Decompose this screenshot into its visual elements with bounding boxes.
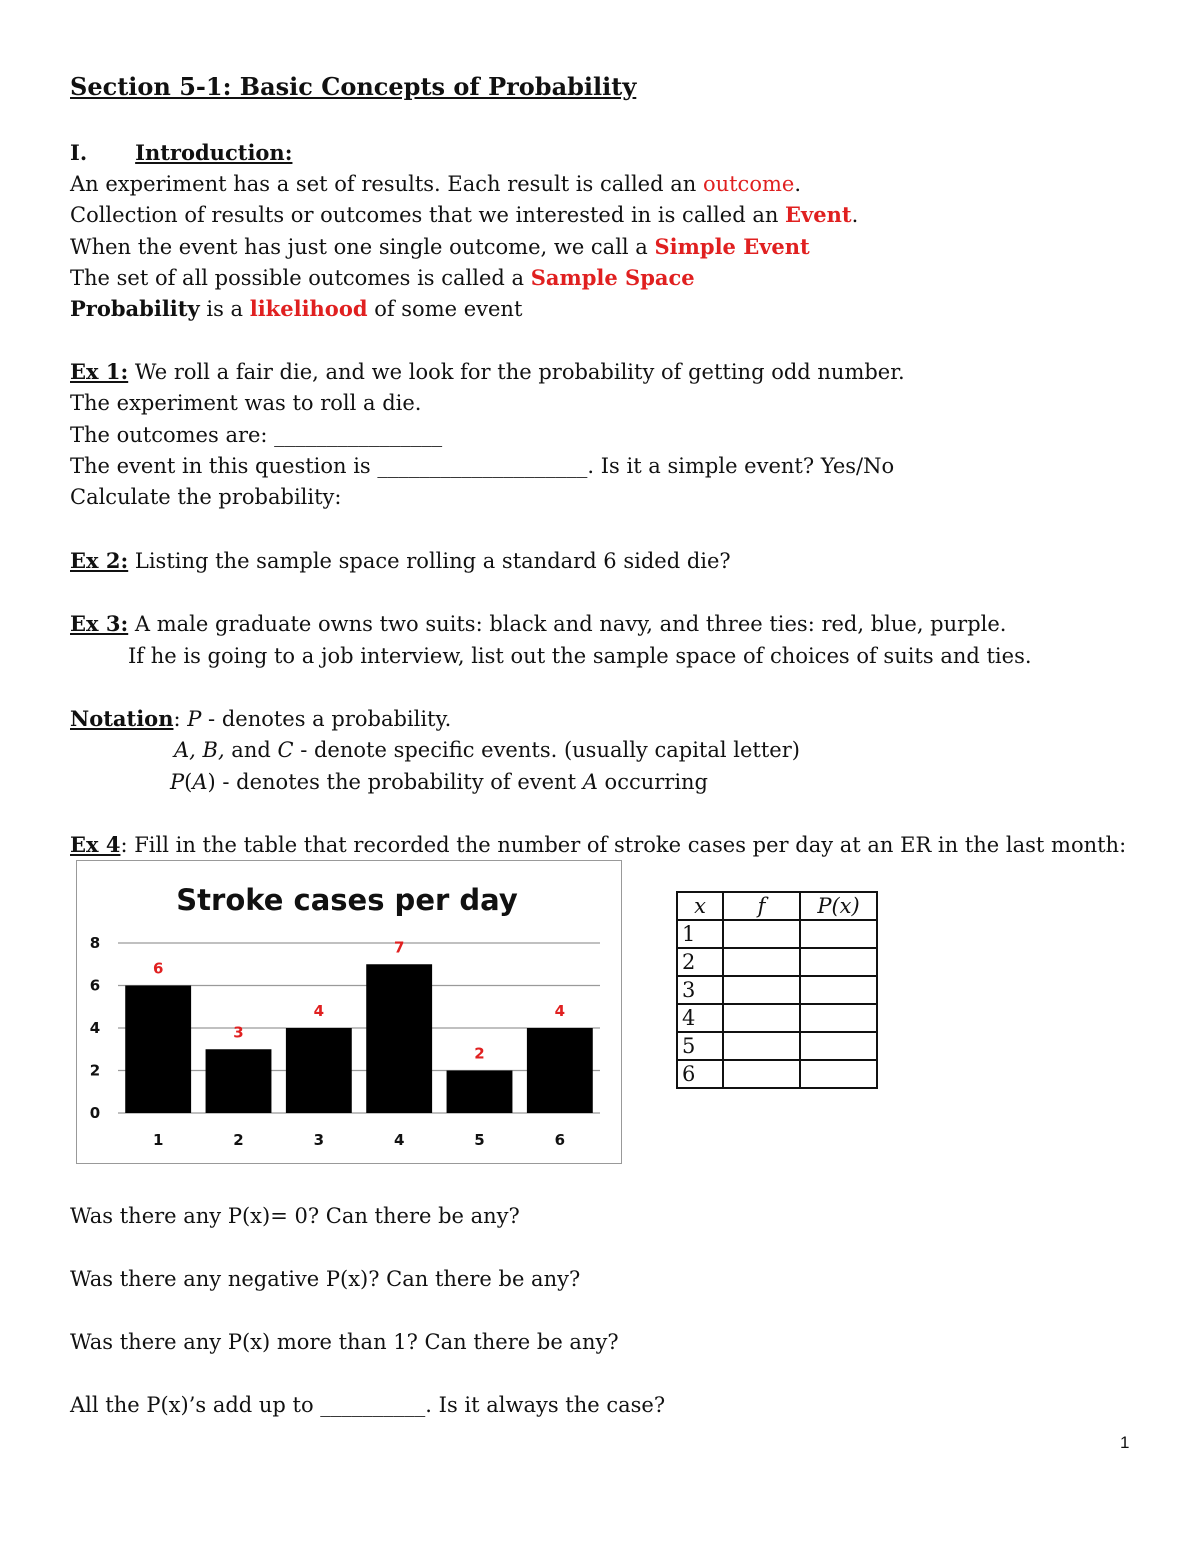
f-cell[interactable] (723, 976, 800, 1004)
intro-heading-line (70, 140, 292, 166)
term-event: Event (785, 202, 852, 227)
col-header-px: P(x) (800, 892, 877, 920)
f-cell[interactable] (723, 920, 800, 948)
bar (527, 1028, 593, 1113)
notation-line-2 (174, 737, 800, 763)
intro-text: . (794, 172, 801, 196)
intro-line-4 (70, 265, 695, 291)
ex3-text: A male graduate owns two suits: black and navy, and three ties: red, blue, purple. (128, 612, 1007, 636)
ex4-text: : Fill in the table that recorded the number of stroke cases per day at an ER in the last month: (120, 833, 1127, 857)
data-label: 3 (233, 1023, 244, 1042)
term-outcome: outcome (702, 172, 795, 196)
intro-text: When the event has just one single outcome, we call a (70, 235, 655, 259)
bar (366, 964, 432, 1113)
ex1-line-4: The event in this question is ____________________. Is it a simple event? Yes/No (70, 454, 895, 478)
intro-line-1 (70, 171, 801, 197)
term-simple-event: Simple Event (654, 234, 810, 259)
x-cell: 4 (677, 1004, 723, 1032)
intro-line-5 (70, 296, 522, 322)
bar (125, 986, 191, 1114)
px-cell[interactable] (800, 948, 877, 976)
notation-symbol: A (192, 770, 208, 794)
px-cell[interactable] (800, 1032, 877, 1060)
y-tick-label: 6 (89, 976, 101, 995)
x-tick-label: 4 (393, 1131, 405, 1149)
notation-text: ( (184, 770, 193, 794)
data-label: 2 (474, 1044, 485, 1063)
notation-symbol: C (277, 738, 294, 762)
f-cell[interactable] (723, 1032, 800, 1060)
data-label: 6 (152, 959, 164, 978)
col-header-f: f (723, 892, 800, 920)
f-cell[interactable] (723, 1060, 800, 1088)
page-title: Section 5-1: Basic Concepts of Probability (70, 72, 637, 101)
px-cell[interactable] (800, 920, 877, 948)
intro-text: The set of all possible outcomes is called a (70, 266, 531, 290)
intro-text: An experiment has a set of results. Each result is called an (70, 172, 703, 196)
notation-text: - denote specific events. (usually capital letter) (293, 738, 800, 762)
chart-x-axis (153, 1131, 565, 1149)
ex3-line-1 (70, 611, 1006, 637)
table-row (677, 1060, 877, 1088)
question-3: Was there any P(x) more than 1? Can there be any? (70, 1330, 619, 1354)
chart-bars (125, 964, 593, 1113)
x-cell: 3 (677, 976, 723, 1004)
col-header-x: x (677, 892, 723, 920)
ex1-line-1 (70, 359, 905, 385)
ex4-line (70, 832, 1126, 858)
y-tick-label: 8 (89, 934, 101, 952)
f-cell[interactable] (723, 948, 800, 976)
section-numeral: I. (70, 140, 88, 165)
bar (206, 1049, 272, 1113)
notation-symbol: A, B, (174, 738, 225, 762)
chart-data-labels (153, 938, 565, 1062)
data-label: 4 (554, 1002, 566, 1020)
notation-line-1 (70, 706, 451, 732)
x-tick-label: 5 (474, 1131, 485, 1149)
stroke-chart (76, 860, 622, 1164)
intro-text: Collection of results or outcomes that we interested in is called an (70, 203, 786, 227)
ex1-text: We roll a fair die, and we look for the probability of getting odd number. (128, 360, 905, 384)
table-row (677, 920, 877, 948)
ex3-line-2: If he is going to a job interview, list out the sample space of choices of suits and ties. (128, 644, 1032, 668)
x-tick-label: 6 (554, 1131, 566, 1149)
px-cell[interactable] (800, 1004, 877, 1032)
x-tick-label: 2 (233, 1131, 244, 1149)
question-1: Was there any P(x)= 0? Can there be any? (70, 1204, 520, 1228)
y-tick-label: 2 (89, 1061, 101, 1080)
notation-text: occurring (597, 770, 709, 794)
x-cell: 6 (677, 1060, 723, 1088)
term-likelihood: likelihood (249, 296, 368, 321)
ex2-label: Ex 2: (70, 548, 129, 573)
intro-line-3 (70, 234, 810, 260)
notation-text: ) (207, 770, 216, 794)
px-cell[interactable] (800, 1060, 877, 1088)
intro-text: of some event (367, 297, 523, 321)
notation-line-3 (170, 769, 708, 795)
stroke-chart-svg (77, 861, 621, 1163)
frequency-table (676, 891, 878, 1089)
table-row (677, 1032, 877, 1060)
data-label: 4 (313, 1002, 325, 1020)
notation-text: - denotes a probability. (201, 707, 452, 731)
table-row (677, 948, 877, 976)
y-tick-label: 4 (89, 1019, 101, 1037)
notation-symbol: A (582, 770, 598, 794)
ex2-line (70, 548, 731, 574)
question-4: All the P(x)’s add up to __________. Is it always the case? (70, 1393, 666, 1417)
ex1-line-2: The experiment was to roll a die. (70, 391, 422, 415)
notation-symbol: P (187, 707, 202, 731)
intro-line-2 (70, 202, 858, 228)
table-row (677, 976, 877, 1004)
notation-text: and (224, 738, 278, 762)
term-sample-space: Sample Space (530, 265, 695, 290)
data-label: 7 (393, 938, 405, 957)
page-number: 1 (1120, 1433, 1130, 1452)
intro-text: is a (199, 297, 250, 321)
notation-text: - denotes the probability of event (215, 770, 583, 794)
f-cell[interactable] (723, 1004, 800, 1032)
ex1-label: Ex 1: (70, 359, 129, 384)
chart-title: Stroke cases per day (176, 883, 518, 917)
chart-y-axis (90, 934, 100, 1122)
ex1-line-5: Calculate the probability: (70, 485, 342, 509)
notation-symbol: P (170, 770, 185, 794)
px-cell[interactable] (800, 976, 877, 1004)
x-tick-label: 3 (313, 1131, 325, 1149)
ex2-text: Listing the sample space rolling a standard 6 sided die? (128, 549, 731, 573)
notation-text: : (173, 707, 188, 731)
table-header-row (677, 892, 877, 920)
x-tick-label: 1 (152, 1131, 164, 1149)
x-cell: 5 (677, 1032, 723, 1060)
notation-label: Notation (70, 706, 174, 731)
ex4-label: Ex 4 (70, 832, 121, 857)
intro-heading: Introduction: (135, 140, 293, 165)
question-2: Was there any negative P(x)? Can there be any? (70, 1267, 581, 1291)
intro-text: . (851, 203, 859, 227)
y-tick-label: 0 (89, 1104, 101, 1122)
term-probability: Probability (70, 296, 200, 321)
table-row (677, 1004, 877, 1032)
bar (447, 1071, 513, 1114)
bar (286, 1028, 352, 1113)
x-cell: 2 (677, 948, 723, 976)
ex3-label: Ex 3: (70, 611, 129, 636)
x-cell: 1 (677, 920, 723, 948)
ex1-line-3: The outcomes are: ________________ (70, 423, 443, 447)
